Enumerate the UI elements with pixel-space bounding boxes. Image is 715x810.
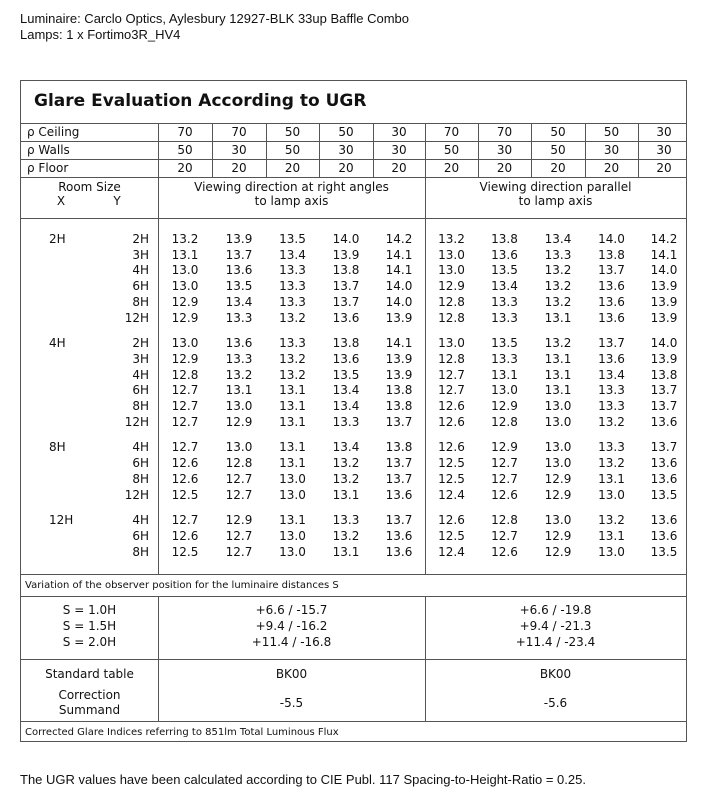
table-rule — [21, 218, 686, 219]
room-x-label: 12H — [49, 513, 74, 528]
reflectance-value: 30 — [338, 143, 354, 157]
ugr-value: 12.6 — [491, 544, 518, 559]
ugr-value: 14.1 — [650, 247, 678, 262]
ugr-value: 13.6 — [598, 310, 625, 325]
table-rule — [21, 574, 686, 575]
ugr-value: 13.3 — [598, 440, 625, 455]
ugr-value: 13.2 — [279, 367, 306, 382]
ugr-value: 13.4 — [332, 440, 360, 455]
ugr-value: 12.4 — [438, 544, 465, 559]
reflectance-value: 20 — [284, 161, 301, 175]
ugr-value: 13.1 — [279, 440, 306, 455]
footer-note: The UGR values have been calculated according to CIE Publ. 117 Spacing-to-Height-Ratio = 0.25. — [20, 772, 586, 787]
reflectance-value: 50 — [550, 125, 566, 139]
ugr-value: 13.6 — [332, 351, 360, 366]
reflectance-value: 30 — [603, 143, 620, 157]
ugr-value: 13.0 — [544, 456, 572, 471]
reflectance-value: 50 — [284, 125, 301, 139]
ugr-value: 14.2 — [385, 232, 413, 246]
room-y-label: 6H — [132, 528, 149, 543]
ugr-value: 13.9 — [650, 351, 678, 366]
ugr-value: 13.9 — [650, 294, 678, 309]
ugr-value: 13.1 — [171, 247, 199, 262]
ugr-value: 14.1 — [385, 247, 413, 262]
ugr-value: 13.7 — [385, 414, 413, 429]
ugr-value: 13.2 — [544, 279, 572, 294]
ugr-value: 13.9 — [650, 279, 678, 294]
ugr-value: 12.7 — [225, 528, 253, 543]
table-rule — [21, 123, 686, 124]
room-y-label: 4H — [132, 263, 149, 278]
reflectance-value: 30 — [656, 143, 672, 157]
ugr-value: 13.1 — [544, 310, 572, 325]
ugr-value: 12.7 — [171, 414, 199, 429]
ugr-value: 13.5 — [650, 544, 678, 559]
ugr-value: 13.3 — [279, 294, 306, 309]
ugr-value: 12.7 — [491, 471, 518, 486]
ugr-value: 13.9 — [332, 247, 360, 262]
ugr-value: 12.8 — [171, 367, 199, 382]
reflectance-value: 30 — [391, 143, 407, 157]
ugr-value: 13.0 — [171, 336, 199, 351]
ugr-value: 13.1 — [544, 383, 572, 398]
ugr-value: 14.1 — [385, 336, 413, 351]
room-y-label: 3H — [132, 247, 149, 262]
ugr-value: 13.1 — [279, 513, 306, 528]
reflectance-value: 20 — [231, 161, 247, 175]
ugr-value: 12.5 — [438, 528, 465, 543]
ugr-value: 13.7 — [650, 399, 678, 413]
standard-table-parallel: BK00 — [539, 667, 572, 681]
ugr-value: 13.4 — [544, 232, 572, 246]
ugr-value: 12.9 — [491, 440, 518, 455]
ugr-value: 12.9 — [438, 279, 465, 294]
variation-parallel: +6.6 / -19.8 — [519, 603, 592, 617]
ugr-value: 13.6 — [598, 351, 625, 366]
ugr-value: 12.9 — [544, 487, 572, 502]
ugr-value: 13.8 — [385, 440, 413, 455]
ugr-value: 13.0 — [491, 383, 518, 398]
ugr-value: 12.5 — [438, 471, 465, 486]
ugr-value: 13.0 — [544, 399, 572, 413]
ugr-value: 13.6 — [650, 513, 678, 528]
reflectance-value: 70 — [443, 125, 460, 139]
reflectance-value: 70 — [231, 125, 247, 139]
ugr-value: 13.8 — [650, 367, 678, 382]
ugr-value: 12.8 — [225, 456, 253, 471]
ugr-value: 13.6 — [385, 528, 413, 543]
ugr-value: 13.1 — [491, 367, 518, 382]
room-y-label: 3H — [132, 351, 149, 366]
table-rule — [21, 721, 686, 722]
ugr-value: 12.7 — [491, 528, 518, 543]
direction-parallel: Viewing direction parallel — [479, 180, 632, 194]
ugr-value: 13.3 — [279, 279, 306, 294]
ugr-value: 13.1 — [332, 487, 360, 502]
reflectance-value: 50 — [550, 143, 566, 157]
ugr-value: 14.0 — [385, 279, 413, 294]
ugr-value: 12.9 — [544, 471, 572, 486]
ugr-value: 13.1 — [544, 367, 572, 382]
ugr-value: 13.2 — [225, 367, 253, 382]
room-y-label: 4H — [132, 440, 149, 455]
ugr-value: 13.6 — [650, 528, 678, 543]
ugr-value: 13.0 — [598, 544, 625, 559]
reflectance-value: 50 — [177, 143, 193, 157]
correction-label: Correction — [58, 688, 121, 702]
ugr-value: 13.2 — [598, 456, 625, 471]
ugr-value: 13.0 — [171, 263, 199, 278]
room-y-label: 8H — [132, 471, 149, 486]
ugr-value: 13.2 — [438, 232, 465, 246]
ugr-value: 12.7 — [171, 383, 199, 398]
table-rule — [21, 596, 686, 597]
ugr-value: 13.2 — [279, 310, 306, 325]
ugr-value: 13.4 — [332, 383, 360, 398]
ugr-value: 13.2 — [171, 232, 199, 246]
reflectance-value: 30 — [391, 125, 407, 139]
ugr-value: 13.1 — [279, 414, 306, 429]
ugr-value: 12.6 — [438, 414, 465, 429]
ugr-value: 13.0 — [544, 513, 572, 528]
luminaire-line: Luminaire: Carclo Optics, Aylesbury 12927-BLK 33up Baffle Combo — [20, 11, 410, 26]
ugr-value: 13.6 — [332, 310, 360, 325]
distance-s-label: S = 1.0H — [62, 603, 117, 617]
ugr-value: 13.0 — [279, 544, 306, 559]
ugr-value: 12.7 — [225, 487, 253, 502]
reflectance-value: 30 — [231, 143, 247, 157]
room-y-label: 4H — [132, 513, 149, 528]
room-y-label: 6H — [132, 383, 149, 398]
ugr-value: 13.8 — [332, 336, 360, 351]
ugr-value: 13.7 — [385, 513, 413, 528]
ugr-value: 13.0 — [279, 528, 306, 543]
table-rule — [21, 659, 686, 660]
ugr-value: 13.5 — [225, 279, 253, 294]
ugr-value: 13.5 — [650, 487, 678, 502]
room-x-label: 8H — [49, 440, 66, 455]
ugr-value: 12.6 — [491, 487, 518, 502]
ugr-value: 13.5 — [491, 336, 518, 351]
ugr-value: 13.2 — [332, 456, 360, 471]
ugr-value: 13.0 — [225, 399, 253, 413]
ugr-value: 14.0 — [332, 232, 360, 246]
table-title: Glare Evaluation According to UGR — [34, 91, 367, 111]
ugr-value: 13.4 — [598, 367, 625, 382]
ugr-value: 13.7 — [225, 247, 253, 262]
lamps-line: Lamps: 1 x Fortimo3R_HV4 — [20, 27, 181, 42]
correction-right-angles: -5.5 — [279, 696, 304, 710]
ugr-value: 13.4 — [491, 279, 518, 294]
ugr-value: 14.0 — [598, 232, 625, 246]
standard-table-right-angles: BK00 — [275, 667, 308, 681]
room-y-label: 2H — [132, 232, 149, 246]
ugr-value: 12.7 — [225, 471, 253, 486]
ugr-value: 13.5 — [279, 232, 306, 246]
ugr-value: 13.0 — [598, 487, 625, 502]
correction-parallel: -5.6 — [543, 696, 568, 710]
reflectance-value: 20 — [177, 161, 193, 175]
ugr-value: 12.6 — [171, 456, 199, 471]
corrected-note: Corrected Glare Indices referring to 851lm Total Luminous Flux — [25, 727, 339, 738]
ugr-value: 13.8 — [598, 247, 625, 262]
ugr-value: 13.7 — [650, 440, 678, 455]
distance-s-label: S = 1.5H — [62, 619, 117, 633]
ugr-value: 13.1 — [279, 399, 306, 413]
table-rule — [21, 177, 686, 178]
room-y-label: 12H — [124, 310, 149, 325]
room-y-label: 8H — [132, 399, 149, 413]
reflectance-value: 20 — [496, 161, 513, 175]
table-rule — [21, 141, 686, 142]
ugr-value: 12.9 — [171, 351, 199, 366]
ugr-value: 13.3 — [544, 247, 572, 262]
ugr-value: 13.1 — [598, 528, 625, 543]
room-size-y: Y — [113, 194, 121, 208]
reflectance-label: ρ Ceiling — [27, 125, 80, 139]
ugr-value: 13.2 — [332, 528, 360, 543]
reflectance-label: ρ Walls — [27, 143, 70, 157]
reflectance-value: 70 — [177, 125, 193, 139]
reflectance-value: 50 — [603, 125, 620, 139]
ugr-value: 12.7 — [171, 513, 199, 528]
ugr-value: 13.0 — [438, 247, 465, 262]
reflectance-value: 70 — [496, 125, 513, 139]
ugr-value: 13.9 — [650, 310, 678, 325]
ugr-value: 13.8 — [491, 232, 518, 246]
ugr-value: 12.5 — [438, 456, 465, 471]
ugr-value: 13.1 — [279, 456, 306, 471]
ugr-value: 13.3 — [225, 310, 253, 325]
ugr-value: 13.5 — [491, 263, 518, 278]
standard-table-label: Standard table — [45, 667, 134, 681]
ugr-value: 13.6 — [650, 456, 678, 471]
ugr-value: 13.3 — [598, 399, 625, 413]
ugr-value: 14.2 — [650, 232, 678, 246]
ugr-value: 13.4 — [279, 247, 306, 262]
ugr-value: 13.8 — [332, 263, 360, 278]
reflectance-value: 50 — [284, 143, 301, 157]
ugr-value: 12.6 — [171, 471, 199, 486]
reflectance-value: 20 — [603, 161, 620, 175]
ugr-value: 13.3 — [491, 310, 518, 325]
ugr-value: 13.7 — [598, 336, 625, 351]
ugr-value: 13.2 — [544, 336, 572, 351]
ugr-value: 12.9 — [491, 399, 518, 413]
ugr-value: 13.6 — [225, 263, 253, 278]
table-rule — [21, 159, 686, 160]
ugr-value: 13.2 — [279, 351, 306, 366]
room-y-label: 8H — [132, 294, 149, 309]
ugr-value: 13.3 — [332, 414, 360, 429]
reflectance-value: 20 — [391, 161, 407, 175]
ugr-value: 14.0 — [385, 294, 413, 309]
variation-parallel: +11.4 / -23.4 — [515, 635, 596, 649]
ugr-value: 12.7 — [171, 440, 199, 455]
ugr-value: 13.7 — [385, 456, 413, 471]
room-y-label: 2H — [132, 336, 149, 351]
correction-label: Summand — [58, 703, 121, 717]
variation-right-angles: +9.4 / -16.2 — [255, 619, 328, 633]
ugr-value: 13.3 — [491, 294, 518, 309]
ugr-value: 12.9 — [225, 513, 253, 528]
ugr-value: 12.7 — [491, 456, 518, 471]
ugr-value: 12.9 — [544, 528, 572, 543]
ugr-value: 13.9 — [385, 351, 413, 366]
room-x-label: 4H — [49, 336, 66, 351]
ugr-value: 13.1 — [279, 383, 306, 398]
variation-parallel: +9.4 / -21.3 — [519, 619, 592, 633]
ugr-value: 13.6 — [650, 471, 678, 486]
document-header — [20, 11, 409, 43]
ugr-value: 13.2 — [544, 263, 572, 278]
ugr-value: 13.2 — [598, 513, 625, 528]
ugr-value: 12.9 — [544, 544, 572, 559]
room-size-label: Room Size — [58, 180, 121, 194]
ugr-value: 13.1 — [332, 544, 360, 559]
reflectance-value: 20 — [550, 161, 566, 175]
ugr-value: 13.5 — [332, 367, 360, 382]
ugr-value: 14.1 — [385, 263, 413, 278]
ugr-value: 13.1 — [598, 471, 625, 486]
ugr-value: 13.0 — [279, 487, 306, 502]
ugr-value: 13.2 — [544, 294, 572, 309]
ugr-value: 13.4 — [332, 399, 360, 413]
ugr-value: 12.9 — [171, 310, 199, 325]
ugr-value: 13.9 — [385, 367, 413, 382]
variation-label: Variation of the observer position for the luminaire distances S — [25, 580, 339, 591]
ugr-value: 13.6 — [491, 247, 518, 262]
ugr-value: 13.6 — [385, 544, 413, 559]
room-size-x: X — [56, 194, 66, 208]
ugr-value: 12.4 — [438, 487, 465, 502]
room-y-label: 6H — [132, 456, 149, 471]
room-y-label: 4H — [132, 367, 149, 382]
reflectance-value: 20 — [443, 161, 460, 175]
reflectance-value: 30 — [656, 125, 672, 139]
direction-right-angles: to lamp axis — [254, 194, 329, 208]
ugr-value: 13.3 — [491, 351, 518, 366]
ugr-value: 13.0 — [544, 440, 572, 455]
ugr-value: 12.8 — [438, 310, 465, 325]
ugr-value: 12.8 — [491, 513, 518, 528]
room-x-label: 2H — [49, 232, 66, 246]
ugr-value: 14.0 — [650, 336, 678, 351]
ugr-value: 14.0 — [650, 263, 678, 278]
ugr-value: 13.1 — [544, 351, 572, 366]
variation-right-angles: +6.6 / -15.7 — [255, 603, 328, 617]
reflectance-label: ρ Floor — [27, 161, 69, 175]
ugr-value: 13.7 — [598, 263, 625, 278]
ugr-value: 13.6 — [598, 294, 625, 309]
ugr-value: 12.5 — [171, 487, 199, 502]
ugr-value: 13.3 — [279, 263, 306, 278]
ugr-value: 12.7 — [438, 367, 465, 382]
ugr-value: 13.8 — [385, 383, 413, 398]
ugr-value: 13.3 — [598, 383, 625, 398]
ugr-value: 13.6 — [385, 487, 413, 502]
ugr-table-frame — [20, 80, 687, 742]
reflectance-value: 20 — [656, 161, 672, 175]
reflectance-value: 20 — [338, 161, 354, 175]
ugr-value: 12.8 — [438, 294, 465, 309]
ugr-value: 12.8 — [438, 351, 465, 366]
distance-s-label: S = 2.0H — [62, 635, 117, 649]
ugr-value: 13.6 — [650, 414, 678, 429]
ugr-value: 13.6 — [598, 279, 625, 294]
ugr-value: 13.0 — [225, 440, 253, 455]
reflectance-value: 30 — [496, 143, 513, 157]
ugr-value: 12.7 — [171, 399, 199, 413]
room-y-label: 12H — [124, 487, 149, 502]
ugr-value: 12.6 — [438, 440, 465, 455]
ugr-value: 12.8 — [491, 414, 518, 429]
ugr-value: 13.7 — [332, 294, 360, 309]
ugr-value: 13.3 — [332, 513, 360, 528]
ugr-value: 12.7 — [438, 383, 465, 398]
room-y-label: 8H — [132, 544, 149, 559]
ugr-value: 12.7 — [225, 544, 253, 559]
ugr-value: 13.3 — [279, 336, 306, 351]
ugr-value: 12.9 — [171, 294, 199, 309]
ugr-value: 12.6 — [171, 528, 199, 543]
reflectance-value: 50 — [443, 143, 460, 157]
ugr-value: 13.0 — [438, 336, 465, 351]
ugr-value: 13.4 — [225, 294, 253, 309]
ugr-value: 13.8 — [385, 399, 413, 413]
ugr-value: 13.7 — [332, 279, 360, 294]
ugr-value: 13.0 — [171, 279, 199, 294]
ugr-value: 13.0 — [544, 414, 572, 429]
variation-right-angles: +11.4 / -16.8 — [251, 635, 332, 649]
ugr-value: 12.5 — [171, 544, 199, 559]
reflectance-value: 50 — [338, 125, 354, 139]
ugr-value: 13.1 — [225, 383, 253, 398]
room-y-label: 12H — [124, 414, 149, 429]
ugr-value: 12.6 — [438, 399, 465, 413]
ugr-value: 12.9 — [225, 414, 253, 429]
direction-right-angles: Viewing direction at right angles — [194, 180, 389, 194]
room-y-label: 6H — [132, 279, 149, 294]
ugr-value: 13.7 — [650, 383, 678, 398]
ugr-value: 13.3 — [225, 351, 253, 366]
ugr-value: 13.9 — [385, 310, 413, 325]
ugr-value: 13.7 — [385, 471, 413, 486]
direction-parallel: to lamp axis — [518, 194, 593, 208]
ugr-value: 13.0 — [279, 471, 306, 486]
ugr-value: 12.6 — [438, 513, 465, 528]
ugr-value: 13.2 — [598, 414, 625, 429]
ugr-value: 13.9 — [225, 232, 253, 246]
ugr-value: 13.6 — [225, 336, 253, 351]
ugr-value: 13.2 — [332, 471, 360, 486]
ugr-value: 13.0 — [438, 263, 465, 278]
